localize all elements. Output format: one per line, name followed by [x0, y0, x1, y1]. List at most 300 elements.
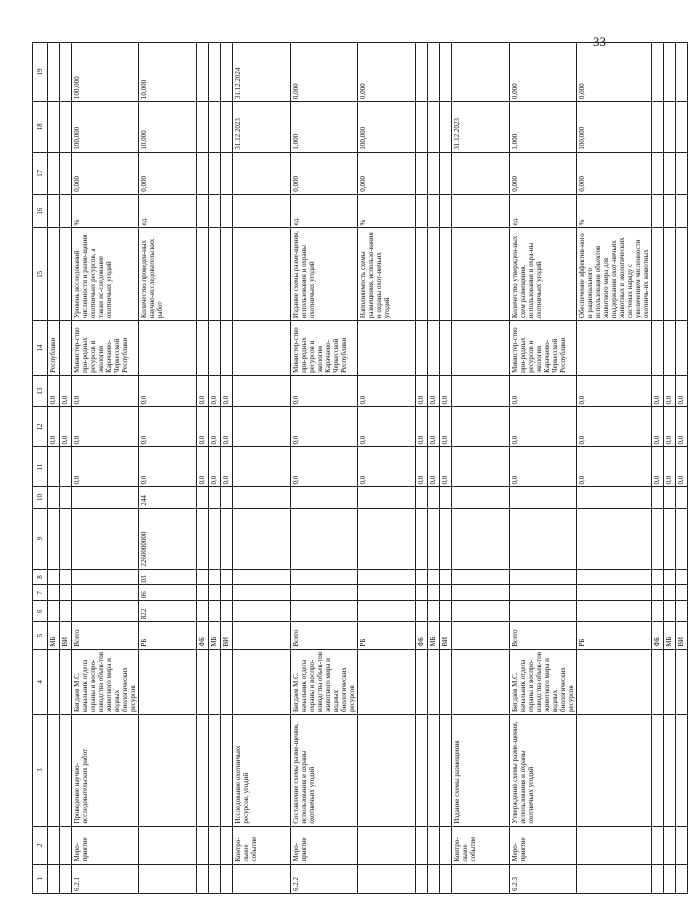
cell-col-6 [416, 601, 428, 622]
cell-col-19 [452, 43, 510, 102]
cell-col-8 [676, 569, 688, 585]
cell-col-19: 0,000 [577, 43, 652, 102]
cell-col-2: Контро-льное событие [452, 826, 510, 864]
column-header-2: 2 [33, 826, 48, 864]
cell-col-7 [440, 585, 452, 601]
cell-col-4 [652, 649, 664, 714]
cell-col-6 [664, 601, 676, 622]
cell-col-4 [60, 649, 72, 714]
cell-col-6: 822 [139, 601, 197, 622]
column-header-1: 1 [33, 864, 48, 893]
cell-col-6 [577, 601, 652, 622]
cell-col-14 [676, 321, 688, 376]
cell-col-5: МБ [48, 622, 60, 649]
cell-col-11: 0,0 [428, 447, 440, 487]
column-header-13: 13 [33, 375, 48, 407]
cell-col-7 [452, 585, 510, 601]
cell-col-16 [416, 194, 428, 228]
cell-col-7 [428, 585, 440, 601]
cell-col-3 [652, 714, 664, 826]
header-row [33, 43, 48, 894]
cell-col-15 [652, 228, 664, 321]
cell-col-9 [577, 508, 652, 569]
cell-col-12: 0,0 [209, 407, 221, 447]
cell-col-3 [416, 714, 428, 826]
cell-col-3 [358, 714, 416, 826]
cell-col-14 [209, 321, 221, 376]
cell-col-10 [233, 487, 291, 508]
cell-col-16 [428, 194, 440, 228]
cell-col-2: Меро-приятие [72, 826, 139, 864]
cell-col-11 [452, 447, 510, 487]
cell-col-3 [428, 714, 440, 826]
cell-col-19: 0,000 [291, 43, 358, 102]
cell-col-12: 0,0 [291, 407, 358, 447]
column-header-17: 17 [33, 152, 48, 194]
cell-col-7 [233, 585, 291, 601]
cell-col-14 [139, 321, 197, 376]
cell-col-15: Наполняемость схемы размещения, использо-вания и охраны охот-ничьих угодий [358, 228, 416, 321]
cell-col-4: Бигдаев М.С. начальник отдела охраны и воспро-изводства объек-тов животного мира и водных биологических ресурсов [72, 649, 139, 714]
cell-col-6 [233, 601, 291, 622]
cell-col-11: 0,0 [221, 447, 233, 487]
cell-col-7 [577, 585, 652, 601]
cell-col-15 [440, 228, 452, 321]
cell-col-2 [197, 826, 209, 864]
cell-col-19 [676, 43, 688, 102]
cell-col-14: Министер-ство при-родных ресурсов и экологии Карачаево-Черкесской Республики [72, 321, 139, 376]
cell-col-13: 0,0 [510, 375, 577, 407]
table-row [676, 43, 688, 894]
cell-col-8 [209, 569, 221, 585]
cell-col-16 [233, 194, 291, 228]
cell-col-9 [452, 508, 510, 569]
cell-col-9 [221, 508, 233, 569]
cell-col-4 [221, 649, 233, 714]
cell-col-16: % [577, 194, 652, 228]
cell-col-11: 0,0 [440, 447, 452, 487]
cell-col-5: МБ [209, 622, 221, 649]
cell-col-2 [577, 826, 652, 864]
cell-col-7 [209, 585, 221, 601]
cell-col-5: МБ [428, 622, 440, 649]
cell-col-6 [60, 601, 72, 622]
cell-col-5 [233, 622, 291, 649]
cell-col-1 [416, 864, 428, 893]
cell-col-7 [291, 585, 358, 601]
cell-col-1 [60, 864, 72, 893]
table-row [440, 43, 452, 894]
cell-col-2 [209, 826, 221, 864]
cell-col-13: 0,0 [139, 375, 197, 407]
cell-col-8 [452, 569, 510, 585]
cell-col-1 [664, 864, 676, 893]
cell-col-12: 0,0 [197, 407, 209, 447]
cell-col-13: 0,0 [428, 375, 440, 407]
cell-col-19 [209, 43, 221, 102]
cell-col-2: Меро-приятие [291, 826, 358, 864]
cell-col-6 [652, 601, 664, 622]
cell-col-14 [416, 321, 428, 376]
cell-col-13: 0,0 [221, 375, 233, 407]
cell-col-12: 0,0 [358, 407, 416, 447]
cell-col-15 [428, 228, 440, 321]
cell-col-10 [577, 487, 652, 508]
cell-col-7 [60, 585, 72, 601]
cell-col-2: Меро-приятие [510, 826, 577, 864]
cell-col-12 [452, 407, 510, 447]
cell-col-5: РБ [577, 622, 652, 649]
cell-col-18: 31.12.2023 [233, 102, 291, 153]
cell-col-3 [440, 714, 452, 826]
cell-col-9 [358, 508, 416, 569]
cell-col-13: 0,0 [197, 375, 209, 407]
cell-col-14 [577, 321, 652, 376]
cell-col-8 [664, 569, 676, 585]
cell-col-5: Всего [510, 622, 577, 649]
table-row [510, 43, 577, 894]
cell-col-7 [664, 585, 676, 601]
cell-col-17 [209, 152, 221, 194]
cell-col-12: 0,0 [72, 407, 139, 447]
cell-col-4 [416, 649, 428, 714]
cell-col-1 [358, 864, 416, 893]
cell-col-16 [197, 194, 209, 228]
cell-col-6 [428, 601, 440, 622]
cell-col-16 [60, 194, 72, 228]
cell-col-8 [358, 569, 416, 585]
cell-col-19 [416, 43, 428, 102]
cell-col-3 [48, 714, 60, 826]
cell-col-2 [676, 826, 688, 864]
cell-col-11: 0,0 [652, 447, 664, 487]
cell-col-14 [440, 321, 452, 376]
column-header-19: 19 [33, 43, 48, 102]
cell-col-3: Исследование охотничьих ресурсов, угодий [233, 714, 291, 826]
cell-col-13: 0,0 [676, 375, 688, 407]
cell-col-9: 2260000000 [139, 508, 197, 569]
cell-col-14: Министер-ство при-родных ресурсов и экологии Карачаево-Черкесской Республики [291, 321, 358, 376]
cell-col-15 [221, 228, 233, 321]
column-header-7: 7 [33, 585, 48, 601]
cell-col-4 [209, 649, 221, 714]
cell-col-4 [452, 649, 510, 714]
table-row [416, 43, 428, 894]
cell-col-18: 100,000 [577, 102, 652, 153]
cell-col-4 [233, 649, 291, 714]
cell-col-2 [358, 826, 416, 864]
cell-col-12 [233, 407, 291, 447]
cell-col-17 [48, 152, 60, 194]
cell-col-12: 0,0 [577, 407, 652, 447]
cell-col-9 [652, 508, 664, 569]
cell-col-15: Количество утвержден-ных схем размещения, использования и охра-ны охотничьих угодий [510, 228, 577, 321]
cell-col-9 [209, 508, 221, 569]
table-row [60, 43, 72, 894]
cell-col-12: 0,0 [676, 407, 688, 447]
cell-col-8 [60, 569, 72, 585]
column-header-5: 5 [33, 622, 48, 649]
cell-col-18 [416, 102, 428, 153]
cell-col-5: РБ [139, 622, 197, 649]
cell-col-15 [676, 228, 688, 321]
cell-col-17: 0,000 [139, 152, 197, 194]
cell-col-5: ФБ [416, 622, 428, 649]
table-row [197, 43, 209, 894]
cell-col-7 [48, 585, 60, 601]
cell-col-19 [48, 43, 60, 102]
column-header-15: 15 [33, 228, 48, 321]
cell-col-8 [428, 569, 440, 585]
cell-col-7 [197, 585, 209, 601]
cell-col-11 [60, 447, 72, 487]
cell-col-9 [233, 508, 291, 569]
cell-col-8 [48, 569, 60, 585]
cell-col-13: 0,0 [664, 375, 676, 407]
cell-col-17 [452, 152, 510, 194]
cell-col-13: 0,0 [440, 375, 452, 407]
cell-col-13: 0,0 [358, 375, 416, 407]
cell-col-14 [60, 321, 72, 376]
cell-col-7 [72, 585, 139, 601]
rotated-table-wrapper [32, 42, 685, 894]
cell-col-7 [221, 585, 233, 601]
cell-col-5: РБ [358, 622, 416, 649]
cell-col-10: 244 [139, 487, 197, 508]
column-header-9: 9 [33, 508, 48, 569]
cell-col-5: МБ [664, 622, 676, 649]
cell-col-5: ФБ [197, 622, 209, 649]
column-header-3: 3 [33, 714, 48, 826]
column-header-12: 12 [33, 407, 48, 447]
cell-col-19: 0,000 [358, 43, 416, 102]
column-header-6: 6 [33, 601, 48, 622]
cell-col-12: 0,0 [440, 407, 452, 447]
cell-col-17 [440, 152, 452, 194]
cell-col-10 [358, 487, 416, 508]
cell-col-11: 0,0 [510, 447, 577, 487]
cell-col-3 [209, 714, 221, 826]
cell-col-19 [440, 43, 452, 102]
cell-col-18: 1,000 [291, 102, 358, 153]
cell-col-18 [221, 102, 233, 153]
table-row [358, 43, 416, 894]
cell-col-3: Составление схемы разме-щения, использования и охраны охотничьих угодий [291, 714, 358, 826]
cell-col-15: Уровень исследований численности и разме-щения охотничьих ресурсов, а также ис-следование охотничьих угодий [72, 228, 139, 321]
cell-col-12: 0,0 [60, 407, 72, 447]
cell-col-15 [197, 228, 209, 321]
cell-col-14 [221, 321, 233, 376]
cell-col-14 [358, 321, 416, 376]
cell-col-11: 0,0 [664, 447, 676, 487]
cell-col-2 [440, 826, 452, 864]
cell-col-1 [676, 864, 688, 893]
cell-col-18 [652, 102, 664, 153]
cell-col-2 [221, 826, 233, 864]
cell-col-6 [209, 601, 221, 622]
cell-col-11: 0,0 [139, 447, 197, 487]
cell-col-15: Обеспечение эффектив-ного и рационального использования объектов животного мира для поддержания охот-ничьих животных в экологических системах наряду с увеличением численности охотничь-их животных [577, 228, 652, 321]
cell-col-1 [428, 864, 440, 893]
cell-col-11: 0,0 [291, 447, 358, 487]
cell-col-19 [197, 43, 209, 102]
cell-col-10 [416, 487, 428, 508]
column-header-16: 16 [33, 194, 48, 228]
cell-col-17 [60, 152, 72, 194]
cell-col-9 [197, 508, 209, 569]
cell-col-8 [510, 569, 577, 585]
cell-col-1 [440, 864, 452, 893]
cell-col-17 [664, 152, 676, 194]
cell-col-5: ВИ [60, 622, 72, 649]
table-row [233, 43, 291, 894]
cell-col-11: 0,0 [416, 447, 428, 487]
cell-col-17 [233, 152, 291, 194]
cell-col-9 [664, 508, 676, 569]
cell-col-9 [60, 508, 72, 569]
cell-col-10 [664, 487, 676, 508]
cell-col-18 [197, 102, 209, 153]
cell-col-5: Всего [72, 622, 139, 649]
cell-col-15 [233, 228, 291, 321]
cell-col-1: 6.2.2 [291, 864, 358, 893]
cell-col-16 [209, 194, 221, 228]
cell-col-13 [233, 375, 291, 407]
cell-col-7 [652, 585, 664, 601]
cell-col-13: 0,0 [291, 375, 358, 407]
cell-col-10 [452, 487, 510, 508]
cell-col-19 [652, 43, 664, 102]
cell-col-17 [428, 152, 440, 194]
cell-col-18 [664, 102, 676, 153]
cell-col-18: 100,000 [72, 102, 139, 153]
cell-col-11: 0,0 [209, 447, 221, 487]
cell-col-15 [664, 228, 676, 321]
cell-col-10 [221, 487, 233, 508]
cell-col-6 [221, 601, 233, 622]
cell-col-15 [416, 228, 428, 321]
cell-col-13: 0,0 [72, 375, 139, 407]
cell-col-17: 0,000 [291, 152, 358, 194]
cell-col-17 [652, 152, 664, 194]
cell-col-18 [48, 102, 60, 153]
cell-col-4 [440, 649, 452, 714]
cell-col-11 [233, 447, 291, 487]
cell-col-1 [48, 864, 60, 893]
cell-col-15 [60, 228, 72, 321]
cell-col-4 [197, 649, 209, 714]
cell-col-19 [60, 43, 72, 102]
cell-col-4 [48, 649, 60, 714]
table-row [221, 43, 233, 894]
cell-col-16: % [358, 194, 416, 228]
cell-col-14: Республики [48, 321, 60, 376]
cell-col-5: ВИ [676, 622, 688, 649]
cell-col-15 [452, 228, 510, 321]
cell-col-3: Проведение научно-исследовательских работ [72, 714, 139, 826]
cell-col-19: 10,000 [139, 43, 197, 102]
cell-col-10 [48, 487, 60, 508]
page-number: 33 [593, 34, 606, 49]
cell-col-2 [664, 826, 676, 864]
cell-col-18 [440, 102, 452, 153]
cell-col-12: 0,0 [48, 407, 60, 447]
cell-col-16: % [72, 194, 139, 228]
cell-col-8 [221, 569, 233, 585]
cell-col-14 [664, 321, 676, 376]
cell-col-15: Издание схемы разме-щения, использования и охраны охотничьих угодий [291, 228, 358, 321]
cell-col-2 [652, 826, 664, 864]
cell-col-8 [577, 569, 652, 585]
cell-col-3 [139, 714, 197, 826]
cell-col-12: 0,0 [664, 407, 676, 447]
cell-col-4 [664, 649, 676, 714]
cell-col-19: 100,000 [72, 43, 139, 102]
cell-col-2: Контро-льное событие [233, 826, 291, 864]
table-row [652, 43, 664, 894]
cell-col-4 [676, 649, 688, 714]
cell-col-16 [664, 194, 676, 228]
cell-col-18 [428, 102, 440, 153]
cell-col-7: 06 [139, 585, 197, 601]
cell-col-6 [510, 601, 577, 622]
cell-col-5 [452, 622, 510, 649]
cell-col-10 [510, 487, 577, 508]
column-header-8: 8 [33, 569, 48, 585]
cell-col-1: 6.2.3 [510, 864, 577, 893]
cell-col-19 [664, 43, 676, 102]
cell-col-1 [221, 864, 233, 893]
cell-col-2 [416, 826, 428, 864]
cell-col-19: 31.12.2024 [233, 43, 291, 102]
cell-col-14 [652, 321, 664, 376]
cell-col-4 [428, 649, 440, 714]
cell-col-6 [197, 601, 209, 622]
cell-col-6 [676, 601, 688, 622]
cell-col-13: 0,0 [577, 375, 652, 407]
cell-col-7 [676, 585, 688, 601]
cell-col-4: Бигдаев М.С. начальник отдела охраны и воспро-изводства объек-тов животного мира и водных биологических ресурсов [510, 649, 577, 714]
cell-col-13: 0,0 [416, 375, 428, 407]
cell-col-6 [48, 601, 60, 622]
cell-col-10 [72, 487, 139, 508]
cell-col-16 [440, 194, 452, 228]
cell-col-4 [358, 649, 416, 714]
table-row [428, 43, 440, 894]
cell-col-8 [72, 569, 139, 585]
cell-col-13: 0,0 [652, 375, 664, 407]
cell-col-12: 0,0 [139, 407, 197, 447]
cell-col-9 [428, 508, 440, 569]
cell-col-17 [197, 152, 209, 194]
cell-col-15: Количество проведен-ных научно-исследовательских работ [139, 228, 197, 321]
cell-col-3 [221, 714, 233, 826]
table-row [72, 43, 139, 894]
cell-col-16 [652, 194, 664, 228]
cell-col-10 [197, 487, 209, 508]
cell-col-10 [209, 487, 221, 508]
cell-col-14 [428, 321, 440, 376]
cell-col-16 [48, 194, 60, 228]
cell-col-9 [416, 508, 428, 569]
cell-col-6 [72, 601, 139, 622]
cell-col-9 [676, 508, 688, 569]
cell-col-8 [652, 569, 664, 585]
cell-col-17 [221, 152, 233, 194]
cell-col-5: Всего [291, 622, 358, 649]
cell-col-13: 0,0 [60, 375, 72, 407]
cell-col-3 [676, 714, 688, 826]
